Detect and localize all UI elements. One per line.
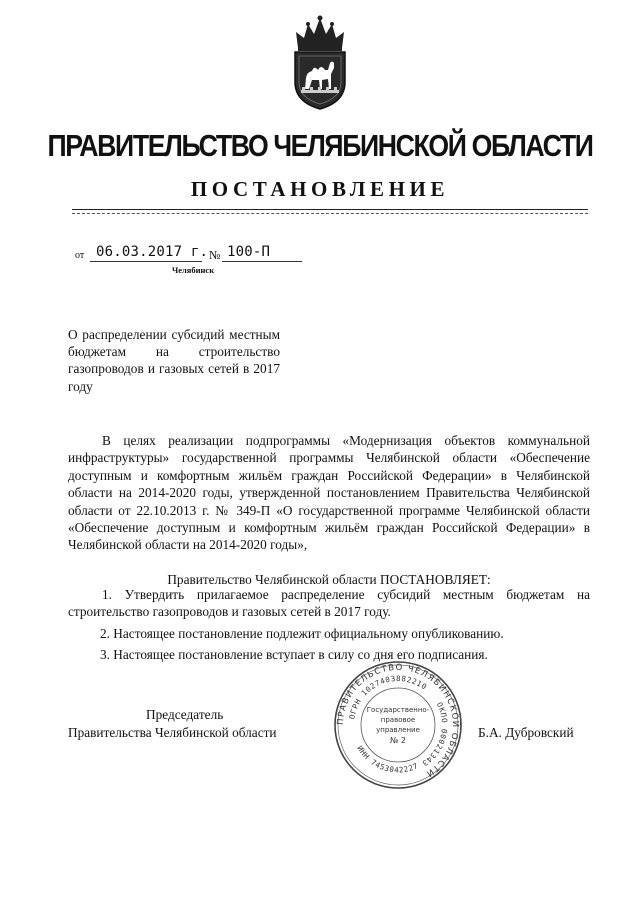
government-title: ПРАВИТЕЛЬСТВО ЧЕЛЯБИНСКОЙ ОБЛАСТИ <box>47 128 593 163</box>
number-label: № <box>209 248 221 262</box>
decree-line: Правительство Челябинской области ПОСТАНОВЛЯЕТ: <box>167 572 491 587</box>
document-date: 06.03.2017 г. <box>96 244 209 260</box>
decree-item: 3. Настоящее постановление вступает в силу со дня его подписания. <box>100 647 488 663</box>
document-number: 100-П <box>227 244 271 260</box>
preamble-paragraph: В целях реализации подпрограммы «Модернизация объектов коммунальной инфраструктуры» государственной программы Челябинской области «Обеспечение доступным и комфортным жильём граждан Российской Федерации» в Челябинской области на 2014-2020 годы, утвержденной постановлением Правительства Челябинской области от 22.10.2013 г. № 349-П «О государственной программе Челябинской области «Обеспечение доступным и комфортным жильём граждан Российской Федерации» в Челябинской области на 2014-2020 годы», <box>68 433 590 553</box>
chelyabinsk-coat-of-arms-icon <box>288 12 352 112</box>
seal-okpo-text: ОКПО 00021343 <box>420 700 450 769</box>
seal-outer-text: ПРАВИТЕЛЬСТВО ЧЕЛЯБИНСКОЙ ОБЛАСТИ <box>335 662 461 779</box>
seal-center-line2: правовое <box>380 716 416 724</box>
signatory-role <box>68 706 318 742</box>
date-underline <box>90 261 202 262</box>
seal-inn-text: ИНН 7453042227 <box>355 744 420 775</box>
signatory-role-line1: Председатель <box>146 707 224 722</box>
from-label: от <box>75 250 85 261</box>
document-type-heading: ПОСТАНОВЛЕНИЕ <box>190 177 450 201</box>
decree-items <box>68 586 590 664</box>
signatory-role-line2: Правительства Челябинской области <box>68 725 277 740</box>
official-seal-stamp <box>333 660 463 790</box>
document-subject: О распределении субсидий местным бюджетам на строительство газопроводов и газовых сетей в 2017 году <box>68 327 280 394</box>
seal-center-line1: Государственно- <box>366 706 430 714</box>
city-label: Челябинск <box>172 265 215 275</box>
seal-center-line4: № 2 <box>390 736 406 745</box>
decree-item: 1. Утвердить прилагаемое распределение субсидий местным бюджетам на строительство газопроводов и газовых сетей в 2017 году. <box>68 587 590 620</box>
seal-center-line3: управление <box>376 726 420 734</box>
svg-text:ИНН 7453042227 <box>355 744 419 774</box>
seal-ogrn-text: ОГРН 1027403882210 <box>347 673 429 720</box>
number-underline <box>222 261 302 262</box>
header-rule-thin <box>72 213 588 214</box>
date-line <box>72 244 312 266</box>
header-rule <box>72 209 588 210</box>
decree-item: 2. Настоящее постановление подлежит официальному опубликованию. <box>100 625 504 641</box>
signatory-name: Б.А. Дубровский <box>478 725 574 740</box>
